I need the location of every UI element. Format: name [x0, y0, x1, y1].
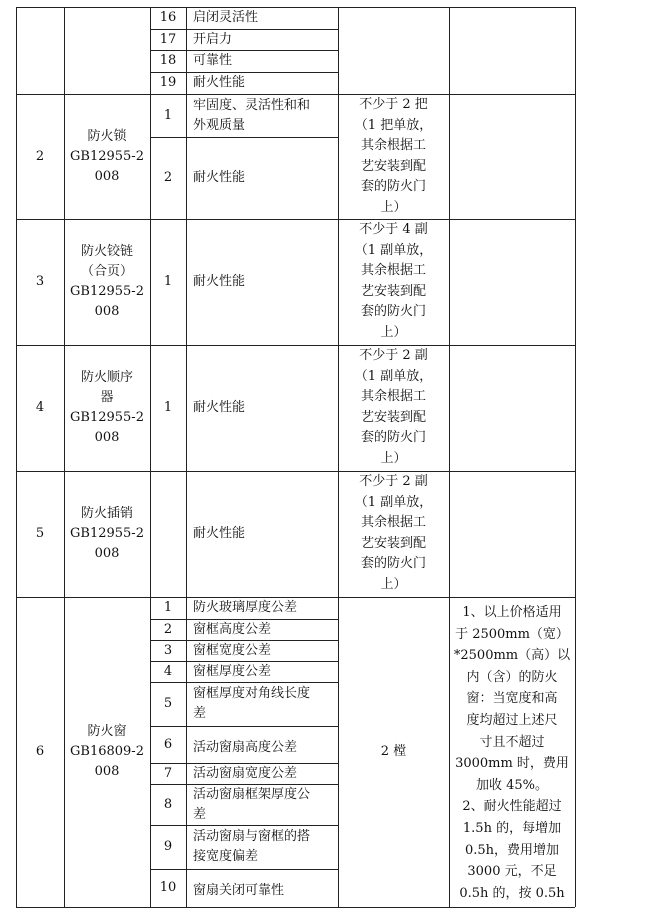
sample-quantity: 艺安装到配: [360, 535, 426, 551]
row-divider: [150, 869, 338, 870]
sample-quantity: 不少于 4 副: [359, 222, 428, 237]
item-number: 19: [159, 74, 177, 90]
product-name: 防火顺序: [80, 370, 133, 385]
table-bottom-border: [16, 907, 575, 908]
sample-quantity: 其余根据工: [360, 138, 426, 153]
item-name: 耐火性能: [193, 170, 246, 185]
item-number: 5: [163, 696, 173, 711]
price-note: 于 2500mm（宽）: [455, 626, 569, 642]
item-name: 接宽度偏差: [193, 849, 259, 864]
item-number: 2: [163, 622, 173, 637]
sample-quantity: 上）: [380, 450, 407, 466]
sequence-number: 4: [35, 400, 45, 415]
item-name: 差: [193, 706, 207, 721]
row-divider: [150, 137, 338, 138]
item-name: 耐火性能: [193, 526, 246, 541]
sample-quantity: 上）: [380, 324, 407, 340]
item-number: 1: [163, 600, 173, 615]
item-number: 3: [163, 643, 173, 658]
item-number: 1: [163, 274, 173, 289]
product-name: 防火窗: [87, 724, 127, 739]
item-name: 防火玻璃厚度公差: [193, 600, 298, 615]
price-note: 窗：当宽度和高: [466, 691, 558, 707]
item-number: 1: [163, 400, 173, 415]
product-name: 008: [94, 169, 120, 184]
sample-quantity: （1 把单放，: [354, 117, 433, 133]
column-border: [186, 7, 187, 907]
group-top-border: [16, 94, 575, 95]
sequence-number: 5: [35, 526, 45, 541]
sample-quantity: 其余根据工: [360, 515, 426, 530]
sample-quantity: 上）: [380, 199, 407, 215]
item-name: 差: [193, 807, 207, 822]
item-name: 外观质量: [193, 118, 246, 133]
group-top-border: [16, 471, 575, 472]
price-note: 3000 元，不足: [467, 864, 557, 880]
product-name: GB12955-2: [70, 284, 144, 299]
price-note: 0.5h，费用增加: [464, 842, 560, 858]
product-name: （合页）: [80, 264, 133, 279]
sample-quantity: 其余根据工: [360, 389, 426, 404]
row-divider: [150, 726, 338, 727]
item-name: 窗框宽度公差: [193, 643, 272, 658]
item-name: 窗框厚度公差: [193, 664, 272, 679]
column-border: [16, 7, 17, 907]
sample-quantity: 套的防火门: [360, 556, 426, 571]
product-name: GB12955-2: [70, 410, 144, 425]
item-name: 窗框高度公差: [193, 622, 272, 637]
item-name: 启闭灵活性: [193, 10, 259, 25]
price-note: *2500mm（高）以: [453, 648, 571, 664]
sample-quantity: 2 樘: [380, 744, 407, 759]
product-name: 008: [94, 430, 120, 445]
sample-quantity: （1 副单放，: [354, 242, 433, 258]
sequence-number: 6: [35, 744, 45, 759]
price-note: 1、以上价格适用: [462, 605, 562, 620]
item-number: 16: [159, 10, 177, 25]
product-name: GB12955-2: [70, 149, 144, 164]
sequence-number: 3: [35, 274, 45, 289]
item-name: 活动窗扇宽度公差: [193, 766, 298, 781]
item-name: 耐火性能: [193, 400, 246, 415]
price-note: 加收 45%。: [475, 777, 549, 793]
item-name: 窗扇关闭可靠性: [193, 883, 285, 898]
product-name: 008: [94, 546, 120, 561]
product-name: GB12955-2: [70, 526, 144, 541]
price-note: 度均超过上述尺: [466, 713, 558, 728]
price-note: 1.5h 的，每增加: [462, 821, 562, 836]
item-number: 7: [163, 766, 173, 781]
item-name: 可靠性: [193, 53, 233, 68]
sample-quantity: 上）: [380, 576, 407, 592]
product-name: 防火插销: [80, 506, 133, 521]
item-number: 1: [163, 108, 173, 123]
price-note: 0.5h 的，按 0.5h: [459, 885, 565, 901]
sample-quantity: 艺安装到配: [360, 158, 426, 174]
product-name: 008: [94, 304, 120, 319]
sample-quantity: 艺安装到配: [360, 409, 426, 425]
product-name: 008: [94, 764, 120, 779]
item-number: 2: [163, 170, 173, 185]
item-name: 活动窗扇与窗框的搭: [193, 829, 311, 844]
item-number: 10: [159, 880, 177, 895]
product-name: 器: [100, 390, 114, 405]
price-note: 寸且不超过: [479, 734, 545, 750]
item-number: 8: [163, 797, 173, 812]
item-number: 18: [159, 53, 177, 68]
sample-quantity: 其余根据工: [360, 263, 426, 278]
group-top-border: [16, 219, 575, 220]
row-divider: [150, 825, 338, 826]
item-number: 4: [163, 664, 173, 679]
product-name: 防火铰链: [80, 244, 133, 259]
item-name: 开启力: [193, 31, 233, 47]
item-name: 窗框厚度对角线长度: [193, 686, 311, 701]
product-name: GB16809-2: [70, 744, 144, 759]
item-name: 牢固度、灵活性和和: [193, 98, 311, 113]
sample-quantity: （1 副单放，: [354, 494, 433, 510]
item-number: 6: [163, 737, 173, 752]
sample-quantity: 不少于 2 副: [359, 348, 428, 363]
item-name: 耐火性能: [193, 74, 246, 90]
price-note: 2、耐火性能超过: [462, 799, 562, 815]
price-note: 3000mm 时，费用: [455, 756, 569, 772]
group-top-border: [16, 345, 575, 346]
item-name: 活动窗扇框架厚度公: [193, 787, 311, 802]
sample-quantity: 不少于 2 把: [359, 97, 428, 112]
product-name: 防火锁: [87, 129, 127, 144]
sequence-number: 2: [35, 149, 45, 164]
row-divider: [150, 682, 338, 683]
price-note: 内（含）的防火: [466, 669, 558, 685]
item-number: 9: [163, 839, 173, 854]
sample-quantity: 套的防火门: [360, 304, 426, 319]
sample-quantity: 艺安装到配: [360, 283, 426, 299]
sample-quantity: 套的防火门: [360, 179, 426, 194]
item-name: 耐火性能: [193, 274, 246, 289]
item-number: 17: [159, 31, 177, 47]
column-border: [575, 7, 576, 907]
sample-quantity: 套的防火门: [360, 430, 426, 445]
sample-quantity: （1 副单放，: [354, 368, 433, 384]
item-name: 活动窗扇高度公差: [193, 740, 298, 755]
sample-quantity: 不少于 2 副: [359, 474, 428, 489]
